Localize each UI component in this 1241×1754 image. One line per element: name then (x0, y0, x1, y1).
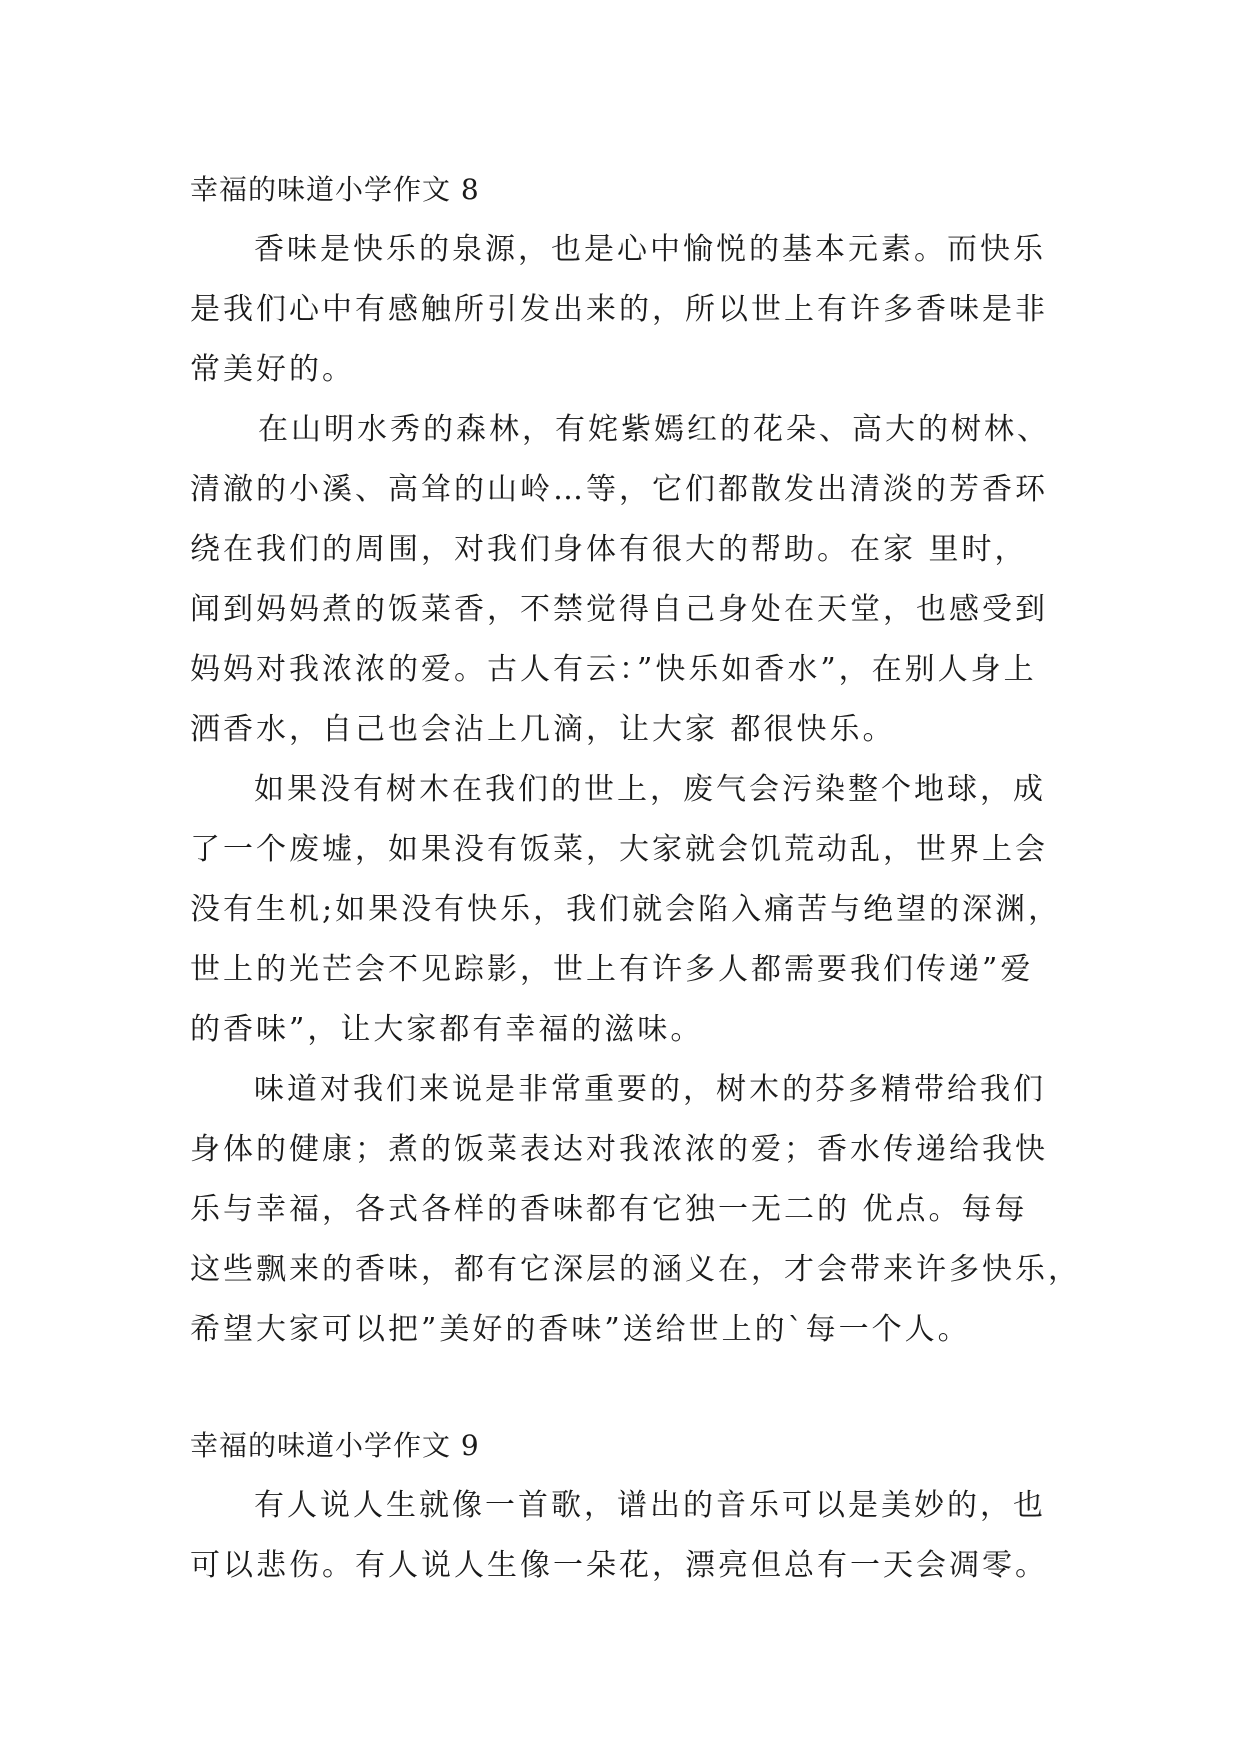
text-line: 味道对我们来说是非常重要的，树木的芬多精带给我们 (254, 1072, 1046, 1107)
paragraph (190, 760, 1060, 1060)
text-line: 在山明水秀的森林，有姹紫嫣红的花朵、高大的树林、 (258, 412, 1050, 447)
text-line: 身体的健康；煮的饭菜表达对我浓浓的爱；香水传递给我快 (190, 1132, 1048, 1167)
text-line: 的香味”，让大家都有幸福的滋味。 (190, 1012, 704, 1047)
text-line: 洒香水，自己也会沾上几滴，让大家 都很快乐。 (190, 712, 896, 747)
text-line: 妈妈对我浓浓的爱。古人有云：”快乐如香水”，在别人身上 (190, 652, 1037, 687)
text-line: 如果没有树木在我们的世上，废气会污染整个地球，成 (254, 772, 1046, 807)
paragraph (190, 1476, 1060, 1596)
essay-section-9 (190, 1416, 1060, 1596)
text-line: 清澈的小溪、高耸的山岭…等，它们都散发出清淡的芳香环 (190, 472, 1048, 507)
paragraph (190, 400, 1060, 760)
essay-title-8: 幸福的味道小学作文 8 (190, 173, 480, 206)
text-line: 可以悲伤。有人说人生像一朵花，漂亮但总有一天会凋零。 (190, 1548, 1048, 1583)
text-line: 世上的光芒会不见踪影，世上有许多人都需要我们传递”爱 (190, 952, 1034, 987)
text-line: 绕在我们的周围，对我们身体有很大的帮助。在家 里时， (190, 532, 1028, 567)
text-line: 有人说人生就像一首歌，谱出的音乐可以是美妙的，也 (254, 1488, 1046, 1523)
text-line: 这些飘来的香味，都有它深层的涵义在，才会带来许多快乐， (190, 1252, 1081, 1287)
essay-title-9: 幸福的味道小学作文 9 (190, 1429, 480, 1462)
essay-section-8 (190, 160, 1081, 1360)
text-line: 香味是快乐的泉源，也是心中愉悦的基本元素。而快乐 (254, 232, 1046, 267)
text-line: 了一个废墟，如果没有饭菜，大家就会饥荒动乱，世界上会 (190, 832, 1048, 867)
text-line: 希望大家可以把”美好的香味”送给世上的`每一个人。 (190, 1312, 971, 1347)
text-line: 常美好的。 (190, 352, 355, 387)
paragraph (190, 220, 1060, 400)
text-line: 乐与幸福，各式各样的香味都有它独一无二的 优点。每每 (190, 1192, 1028, 1227)
text-line: 闻到妈妈煮的饭菜香，不禁觉得自己身处在天堂，也感受到 (190, 592, 1048, 627)
text-line: 没有生机;如果没有快乐，我们就会陷入痛苦与绝望的深渊， (190, 892, 1062, 927)
text-line: 是我们心中有感触所引发出来的，所以世上有许多香味是非 (190, 292, 1048, 327)
document-body (190, 160, 1081, 1596)
paragraph (190, 1060, 1081, 1360)
